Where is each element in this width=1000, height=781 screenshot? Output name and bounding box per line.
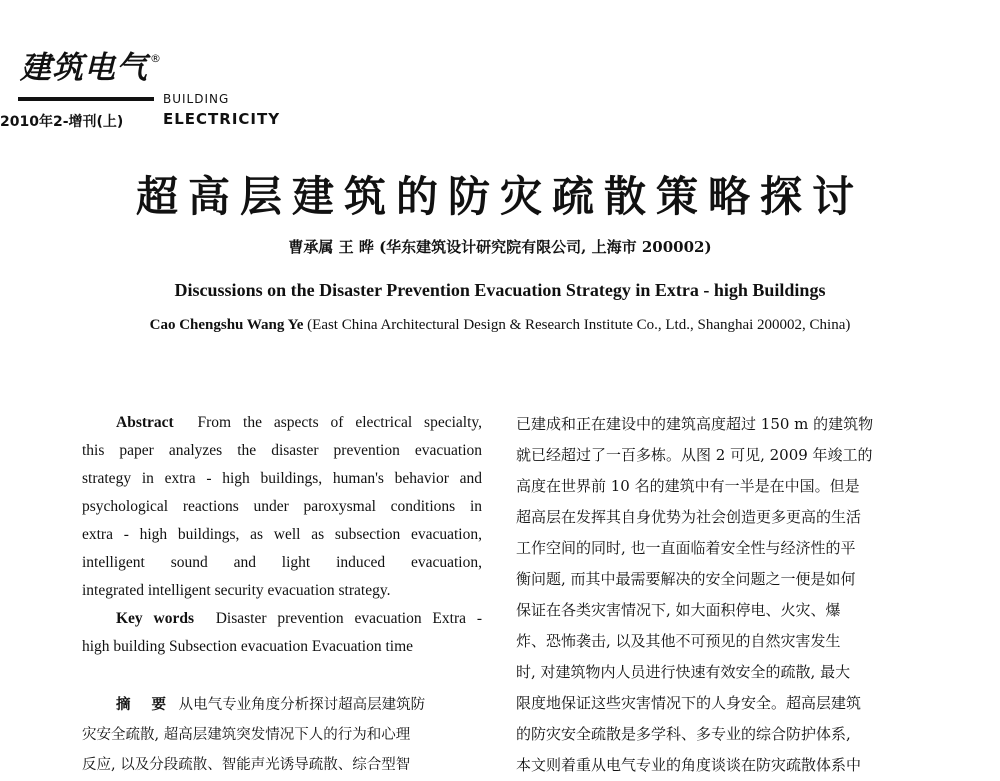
body-line: 的防灾安全疏散是多学科、多专业的综合防护体系, bbox=[516, 725, 851, 743]
abstract-cn-text: 从电气专业角度分析探讨超高层建筑防 bbox=[178, 697, 426, 713]
issue-label: 2010年2-增刊(上) bbox=[0, 114, 124, 130]
abstract-cn bbox=[82, 690, 482, 780]
abstract-cn-line: 反应, 以及分段疏散、智能声光诱导疏散、综合型智 bbox=[82, 757, 411, 773]
keywords-line bbox=[82, 605, 482, 633]
abstract-en bbox=[82, 409, 482, 661]
body-line: 时, 对建筑物内人员进行快速有效安全的疏散, 最大 bbox=[516, 663, 851, 681]
abstract-cn-line: 灾安全疏散, 超高层建筑突发情况下人的行为和心理 bbox=[82, 727, 411, 743]
body-line: 就已经超过了一百多栋。从图 2 可见, 2009 年竣工的 bbox=[516, 446, 873, 464]
abstract-cn-label: 摘 要 bbox=[116, 696, 175, 713]
keywords-label: Key words bbox=[116, 610, 195, 627]
body-line: 炸、恐怖袭击, 以及其他不可预见的自然灾害发生 bbox=[516, 632, 841, 650]
article-title-cn: 超高层建筑的防灾疏散策略探讨 bbox=[135, 172, 864, 221]
keywords-line: high building Subsection evacuation Evacuation time bbox=[82, 638, 414, 655]
abstract-en-line: integrated intelligent security evacuation strategy. bbox=[82, 582, 391, 599]
body-line: 已建成和正在建设中的建筑高度超过 150 m 的建筑物 bbox=[516, 415, 874, 433]
abstract-en-line: intelligent sound and light induced evacuation, bbox=[82, 554, 482, 571]
body-line: 高度在世界前 10 名的建筑中有一半是在中国。但是 bbox=[516, 477, 860, 495]
abstract-en-line: this paper analyzes the disaster prevention evacuation bbox=[82, 442, 482, 459]
header-rule bbox=[18, 97, 154, 101]
keywords-text: Disaster prevention evacuation Extra - bbox=[215, 610, 483, 627]
abstract-en-text: From the aspects of electrical specialty, bbox=[197, 414, 482, 431]
body-line: 本文则着重从电气专业的角度谈谈在防灾疏散体系中 bbox=[516, 756, 862, 774]
authors-en-names: Cao Chengshu Wang Ye bbox=[149, 317, 304, 333]
authors-cn: 曹承属 王 晔 (华东建筑设计研究院有限公司, 上海市 200002) bbox=[288, 238, 712, 256]
abstract-en-line bbox=[82, 409, 482, 437]
authors-en-affiliation: (East China Architectural Design & Research Institute Co., Ltd., Shanghai 200002, China) bbox=[303, 317, 851, 333]
registered-mark: ® bbox=[150, 52, 161, 65]
body-line: 衡问题, 而其中最需要解决的安全问题之一便是如何 bbox=[516, 570, 856, 588]
abstract-en-line: psychological reactions under paroxysmal conditions in bbox=[82, 498, 482, 515]
body-line: 保证在各类灾害情况下, 如大面积停电、火灾、爆 bbox=[516, 601, 841, 619]
body-line: 工作空间的同时, 也一直面临着安全性与经济性的平 bbox=[516, 539, 856, 557]
journal-name-en-line2: ELECTRICITY bbox=[163, 110, 281, 128]
article-title-en: Discussions on the Disaster Prevention Evacuation Strategy in Extra - high Buildings bbox=[174, 280, 826, 300]
body-text bbox=[516, 409, 916, 781]
body-line: 限度地保证这些灾害情况下的人身安全。超高层建筑 bbox=[516, 694, 862, 712]
abstract-cn-line bbox=[82, 690, 482, 720]
body-line: 超高层在发挥其自身优势为社会创造更多更高的生活 bbox=[516, 508, 862, 526]
authors-en bbox=[0, 317, 1000, 334]
journal-name-en-line1: BUILDING bbox=[163, 92, 230, 106]
abstract-en-line: strategy in extra - high buildings, human's behavior and bbox=[82, 470, 482, 487]
abstract-label: Abstract bbox=[116, 414, 174, 431]
abstract-en-line: extra - high buildings, as well as subsection evacuation, bbox=[82, 526, 482, 543]
journal-logo-cn: 建筑电气 bbox=[20, 50, 148, 86]
